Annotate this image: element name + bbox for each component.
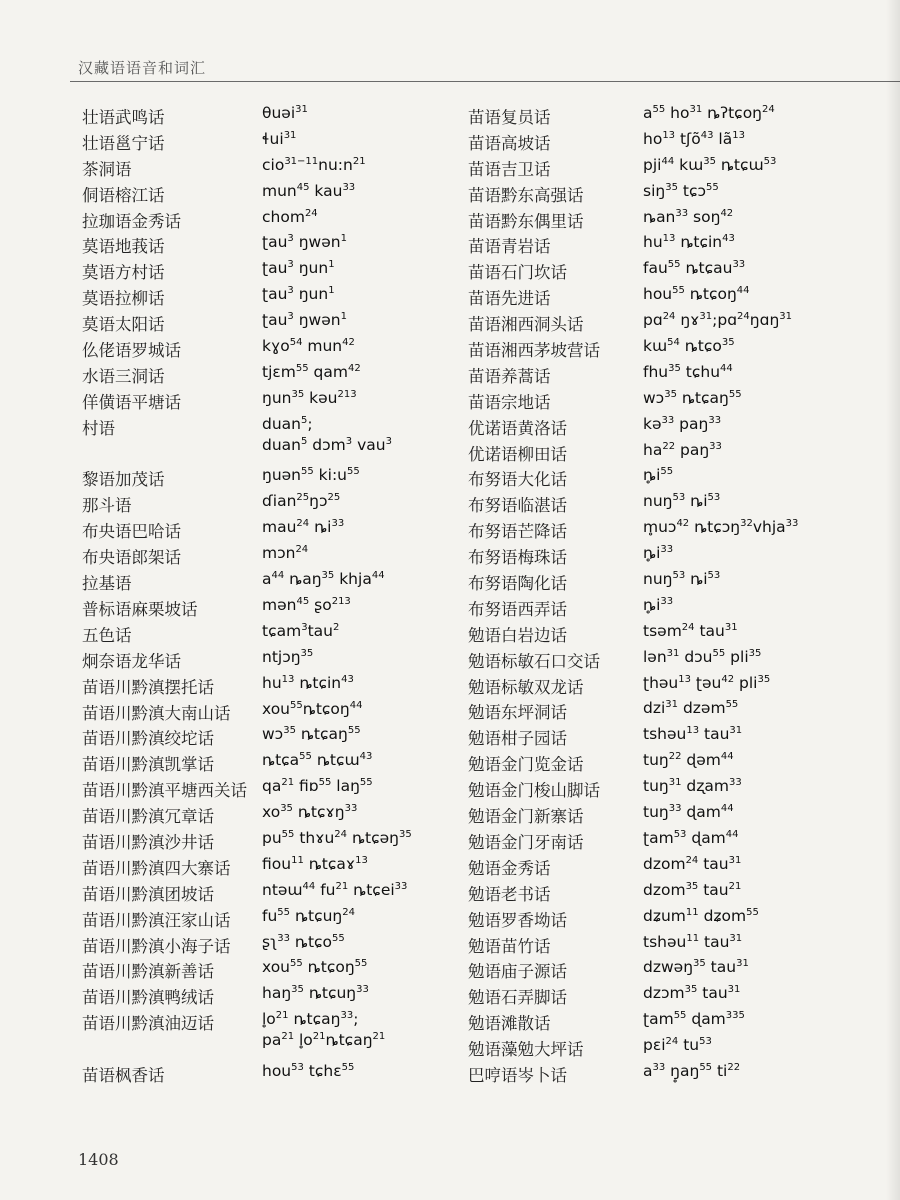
dialect-name: 勉语金门新寨话 [468, 807, 584, 827]
dialect-name: 苗语黔东高强话 [468, 185, 584, 205]
phonetic-form: tshəu$^{13}$ tau$^{31}$ [643, 725, 743, 744]
phonetic-form: ʈam$^{55}$ ɖam$^{335}$ [643, 1010, 745, 1029]
dialect-name: 苗语黔东偶里话 [468, 211, 584, 231]
phonetic-form: wɔ$^{35}$ ȵtɕaŋ$^{55}$ [643, 388, 742, 407]
phonetic-form: tuŋ$^{31}$ dʐam$^{33}$ [643, 777, 742, 796]
phonetic-form: ŋuən$^{55}$ $ki:u^{55}$ [262, 466, 360, 485]
running-header [70, 55, 900, 82]
phonetic-form: kə$^{33}$ paŋ$^{33}$ [643, 414, 722, 433]
phonetic-form: fhu$^{35}$ tɕhu$^{44}$ [643, 362, 733, 381]
dialect-name: 苗语吉卫话 [468, 159, 551, 179]
dialect-name: 莫语方村话 [82, 263, 165, 283]
phonetic-form: tshəu$^{11}$ tau$^{31}$ [643, 932, 743, 951]
dialect-name: 苗语川黔滇小海子话 [82, 936, 231, 956]
dialect-name: 勉语标敏石口交话 [468, 651, 600, 671]
phonetic-form: ʈau$^3$ ŋun$^1$ [262, 259, 335, 278]
phonetic-form: $fu^{55}$ ȵtɕuŋ$^{24}$ [262, 906, 355, 925]
phonetic-form: xou$^{55}$ȵtɕoŋ$^{44}$ [262, 699, 363, 718]
dialect-name: 苗语川黔滇鸭绒话 [82, 988, 214, 1008]
dialect-name: 勉语白岩边话 [468, 625, 567, 645]
dialect-name: 茶洞语 [82, 159, 132, 179]
dialect-name: 苗语养蒿话 [468, 366, 551, 386]
dialect-name: 勉语老书话 [468, 884, 551, 904]
phonetic-form: ʈau$^3$ ŋun$^1$ [262, 285, 335, 304]
dialect-name: 勉语藻勉大坪话 [468, 1040, 584, 1060]
phonetic-form: dʑum$^{11}$ dʑom$^{55}$ [643, 906, 759, 925]
phonetic-form: kɯ$^{54}$ ȵtɕo$^{35}$ [643, 336, 735, 356]
dialect-name: 壮语邕宁话 [82, 133, 165, 153]
dialect-name: 巴哼语岑卜话 [468, 1065, 567, 1085]
phonetic-form: ɗian$^{25}$ŋɔ$^{25}$ [262, 492, 341, 511]
phonetic-form: pɛi$^{24}$ $tu^{53}$ [643, 1035, 712, 1055]
dialect-name: 苗语川黔滇凯掌话 [82, 755, 214, 775]
phonetic-form: $l̥o^{21}$ ȵtɕaŋ$^{33}$; $pa^{21}$ $l̥o^{21}ȵtɕaŋ^{21}$ [262, 1010, 386, 1050]
dialect-name: 布努语陶化话 [468, 574, 567, 594]
phonetic-form: $hu^{13}$ ȵtɕin$^{43}$ [643, 233, 735, 252]
dialect-name: 苗语川黔滇汪家山话 [82, 910, 231, 930]
phonetic-form: tuŋ$^{22}$ ɖəm$^{44}$ [643, 751, 734, 770]
phonetic-form: ʈam$^{53}$ ɖam$^{44}$ [643, 828, 739, 847]
header-title: 汉藏语语音和词汇 [78, 59, 207, 77]
phonetic-form: tsəm$^{24}$ tau$^{31}$ [643, 621, 738, 640]
phonetic-form: θuəi$^{31}$ [262, 103, 308, 122]
dialect-name: 勉语滩散话 [468, 1014, 551, 1034]
dialect-name: 勉语石弄脚话 [468, 988, 567, 1008]
dialect-name: 布努语梅珠话 [468, 548, 567, 568]
phonetic-form: kɣo$^{54}$ mun$^{42}$ [262, 336, 355, 356]
phonetic-form: $a^{33}$ $ŋ̥aŋ^{55}$ $ti^{22}$ [643, 1061, 741, 1080]
phonetic-form: fiou$^{11}$ ȵtɕaɤ$^{13}$ [262, 854, 368, 873]
dialect-name: 那斗语 [82, 496, 132, 516]
dialect-name: 拉珈语金秀话 [82, 211, 181, 231]
dialect-name: 黎语加茂话 [82, 470, 165, 490]
dialect-name: 勉语东坪洞话 [468, 703, 567, 723]
phonetic-form: dzom$^{35}$ tau$^{21}$ [643, 880, 742, 899]
dialect-name: 苗语湘西洞头话 [468, 315, 584, 335]
phonetic-form: $a^{55}$ $ho^{31}$ ȵʔtɕoŋ$^{24}$ [643, 103, 775, 122]
dialect-name: 勉语庙子源话 [468, 962, 567, 982]
dialect-name: 勉语标敏双龙话 [468, 677, 584, 697]
page-edge-shadow [886, 0, 900, 1200]
dialect-name: 莫语地莪话 [82, 237, 165, 257]
dialect-name: 勉语金门览金话 [468, 755, 584, 775]
phonetic-form: mən$^{45}$ ʂo$^{213}$ [262, 595, 351, 614]
dialect-name: 苗语高坡话 [468, 133, 551, 153]
phonetic-form: tjɛm$^{55}$ qam$^{42}$ [262, 362, 361, 381]
dialect-name: 苗语湘西茅坡营话 [468, 341, 600, 361]
phonetic-form: ȵan$^{33}$ soŋ$^{42}$ [643, 207, 734, 226]
dialect-name: 仫佬语罗城话 [82, 341, 181, 361]
phonetic-form: chom$^{24}$ [262, 207, 318, 226]
dialect-name: 莫语太阳话 [82, 315, 165, 335]
phonetic-form: hou$^{53}$ tɕhɛ$^{55}$ [262, 1061, 355, 1080]
phonetic-form: hou$^{55}$ ȵtɕoŋ$^{44}$ [643, 285, 750, 304]
dialect-name: 勉语金秀话 [468, 858, 551, 878]
phonetic-form: haŋ$^{35}$ ȵtɕuŋ$^{33}$ [262, 984, 369, 1003]
phonetic-form: $hu^{13}$ ȵtɕin$^{43}$ [262, 673, 354, 692]
phonetic-form: wɔ$^{35}$ ȵtɕaŋ$^{55}$ [262, 725, 361, 744]
dialect-name: 苗语川黔滇平塘西关话 [82, 781, 247, 801]
phonetic-form: ʈhəu$^{13}$ ʈəu$^{42}$ pli$^{35}$ [643, 673, 771, 692]
phonetic-form: xou$^{55}$ ȵtɕoŋ$^{55}$ [262, 958, 368, 977]
phonetic-form-alt: $pa^{21}$ $l̥o^{21}ȵtɕaŋ^{21}$ [262, 1031, 386, 1050]
dialect-name: 勉语柑子园话 [468, 729, 567, 749]
dialect-name: 侗语榕江话 [82, 185, 165, 205]
phonetic-form: ʂʅ$^{33}$ ȵtɕo$^{55}$ [262, 932, 345, 951]
phonetic-form: dzom$^{24}$ tau$^{31}$ [643, 854, 742, 873]
dialect-name: 布努语临湛话 [468, 496, 567, 516]
dialect-name: 苗语川黔滇大南山话 [82, 703, 231, 723]
dialect-name: 布央语郎架话 [82, 548, 181, 568]
phonetic-form: pji$^{44}$ kɯ$^{35}$ ȵtɕɯ$^{53}$ [643, 155, 777, 174]
dialect-name: 苗语川黔滇新善话 [82, 962, 214, 982]
dialect-name: 水语三洞话 [82, 366, 165, 386]
dialect-name: 苗语枫香话 [82, 1065, 165, 1085]
dialect-name: 拉基语 [82, 574, 132, 594]
dialect-name: 勉语罗香坳话 [468, 910, 567, 930]
dialect-name: 苗语川黔滇沙井话 [82, 832, 214, 852]
dialect-name: 布努语芒降话 [468, 522, 567, 542]
dialect-name: 布努语西弄话 [468, 599, 567, 619]
phonetic-form: $ha^{22}$ paŋ$^{33}$ [643, 440, 722, 459]
dialect-name: 苗语先进话 [468, 289, 551, 309]
phonetic-form: $ho^{13}$ tʃõ$^{43}$ $lã^{13}$ [643, 129, 745, 148]
dialect-name: 壮语武鸣话 [82, 108, 165, 127]
dialect-name: 苗语川黔滇冗章话 [82, 807, 214, 827]
phonetic-form: ŋun$^{35}$ kəu$^{213}$ [262, 388, 357, 407]
phonetic-form: duan$^5$; duan$^5$ dɔm$^3$ vau$^3$ [262, 414, 392, 454]
phonetic-form: tɕam$^3$tau$^2$ [262, 621, 340, 640]
dialect-name: 苗语川黔滇绞坨话 [82, 729, 214, 749]
dialect-name: 优诺语黄洛话 [468, 418, 567, 438]
phonetic-form: $a^{44}$ ȵaŋ$^{35}$ khja$^{44}$ [262, 569, 385, 589]
dialect-name: 佯僙语平塘话 [82, 392, 181, 412]
phonetic-form: dzɔm$^{35}$ tau$^{31}$ [643, 984, 741, 1003]
page-number: 1408 [78, 1150, 119, 1169]
dialect-name: 苗语川黔滇摆托话 [82, 677, 214, 697]
phonetic-form: siŋ$^{35}$ tɕɔ$^{55}$ [643, 181, 719, 200]
dialect-name: 苗语川黔滇油迈话 [82, 1014, 214, 1034]
phonetic-form: dzi$^{31}$ dzəm$^{55}$ [643, 699, 739, 718]
dialect-name: 苗语川黔滇四大寨话 [82, 858, 231, 878]
phonetic-form: $ȵ̥i^{55}$ [643, 466, 674, 485]
dialect-name: 勉语金门牙南话 [468, 832, 584, 852]
dialect-name: 勉语金门梭山脚话 [468, 781, 600, 801]
phonetic-form: $ȵ̥i^{33}$ [643, 595, 674, 614]
dialect-name: 布努语大化话 [468, 470, 567, 490]
dialect-name: 优诺语柳田话 [468, 444, 567, 464]
phonetic-form: $xo^{35}$ ȵtɕɤŋ$^{33}$ [262, 802, 358, 822]
phonetic-form: ʈau$^3$ ŋwən$^1$ [262, 310, 347, 330]
dialect-name: 勉语苗竹话 [468, 936, 551, 956]
phonetic-form: $cio^{31-11}nu:n^{21}$ [262, 155, 366, 174]
phonetic-form: ȵtɕa$^{55}$ ȵtɕɯ$^{43}$ [262, 751, 373, 770]
phonetic-form: ntəɯ$^{44}$ $fu^{21}$ ȵtɕei$^{33}$ [262, 880, 408, 899]
phonetic-form: lən$^{31}$ dɔu$^{55}$ pli$^{35}$ [643, 647, 762, 666]
dialect-name: 苗语川黔滇团坡话 [82, 884, 214, 904]
phonetic-form: tuŋ$^{33}$ ɖam$^{44}$ [643, 802, 734, 822]
phonetic-form: pɑ$^{24}$ ŋɤ$^{31}$;pɑ$^{24}$ŋɑŋ$^{31}$ [643, 310, 793, 330]
phonetic-form: nuŋ$^{53}$ $ȵi^{53}$ [643, 569, 721, 589]
dialect-name: 苗语复员话 [468, 108, 551, 127]
dialect-name: 普标语麻栗坡话 [82, 599, 198, 619]
phonetic-form: m̥uɔ$^{42}$ ȵtɕɔŋ$^{32}$vhja$^{33}$ [643, 518, 799, 537]
dialect-name: 苗语青岩话 [468, 237, 551, 257]
dialect-name: 莫语拉柳话 [82, 289, 165, 309]
phonetic-form: ntjɔŋ$^{35}$ [262, 647, 314, 666]
phonetic-form: mun$^{45}$ kau$^{33}$ [262, 181, 356, 200]
phonetic-form: nuŋ$^{53}$ $ȵi^{53}$ [643, 492, 721, 511]
dialect-name: 村语 [82, 418, 115, 438]
dialect-name: 布央语巴哈话 [82, 522, 181, 542]
phonetic-form: mau$^{24}$ $ȵi^{33}$ [262, 518, 345, 537]
dialect-name: 炯奈语龙华话 [82, 651, 181, 671]
phonetic-form: mɔn$^{24}$ [262, 544, 309, 563]
dialect-name: 五色话 [82, 625, 132, 645]
phonetic-form-alt: duan$^5$ dɔm$^3$ vau$^3$ [262, 435, 392, 454]
phonetic-form: $pu^{55}$ thɤu$^{24}$ ȵtɕəŋ$^{35}$ [262, 828, 412, 847]
dialect-name: 苗语宗地话 [468, 392, 551, 412]
phonetic-form: dzwəŋ$^{35}$ tau$^{31}$ [643, 958, 749, 977]
dialect-name: 苗语石门坎话 [468, 263, 567, 283]
phonetic-form: $qa^{21}$ fiɒ$^{55}$ laŋ$^{55}$ [262, 777, 373, 796]
phonetic-form: $ȵ̥i^{33}$ [643, 543, 674, 563]
phonetic-form: ʈau$^3$ ŋwən$^1$ [262, 233, 347, 252]
phonetic-form: fau$^{55}$ ȵtɕau$^{33}$ [643, 259, 746, 278]
phonetic-form: ɬui$^{31}$ [262, 129, 297, 148]
